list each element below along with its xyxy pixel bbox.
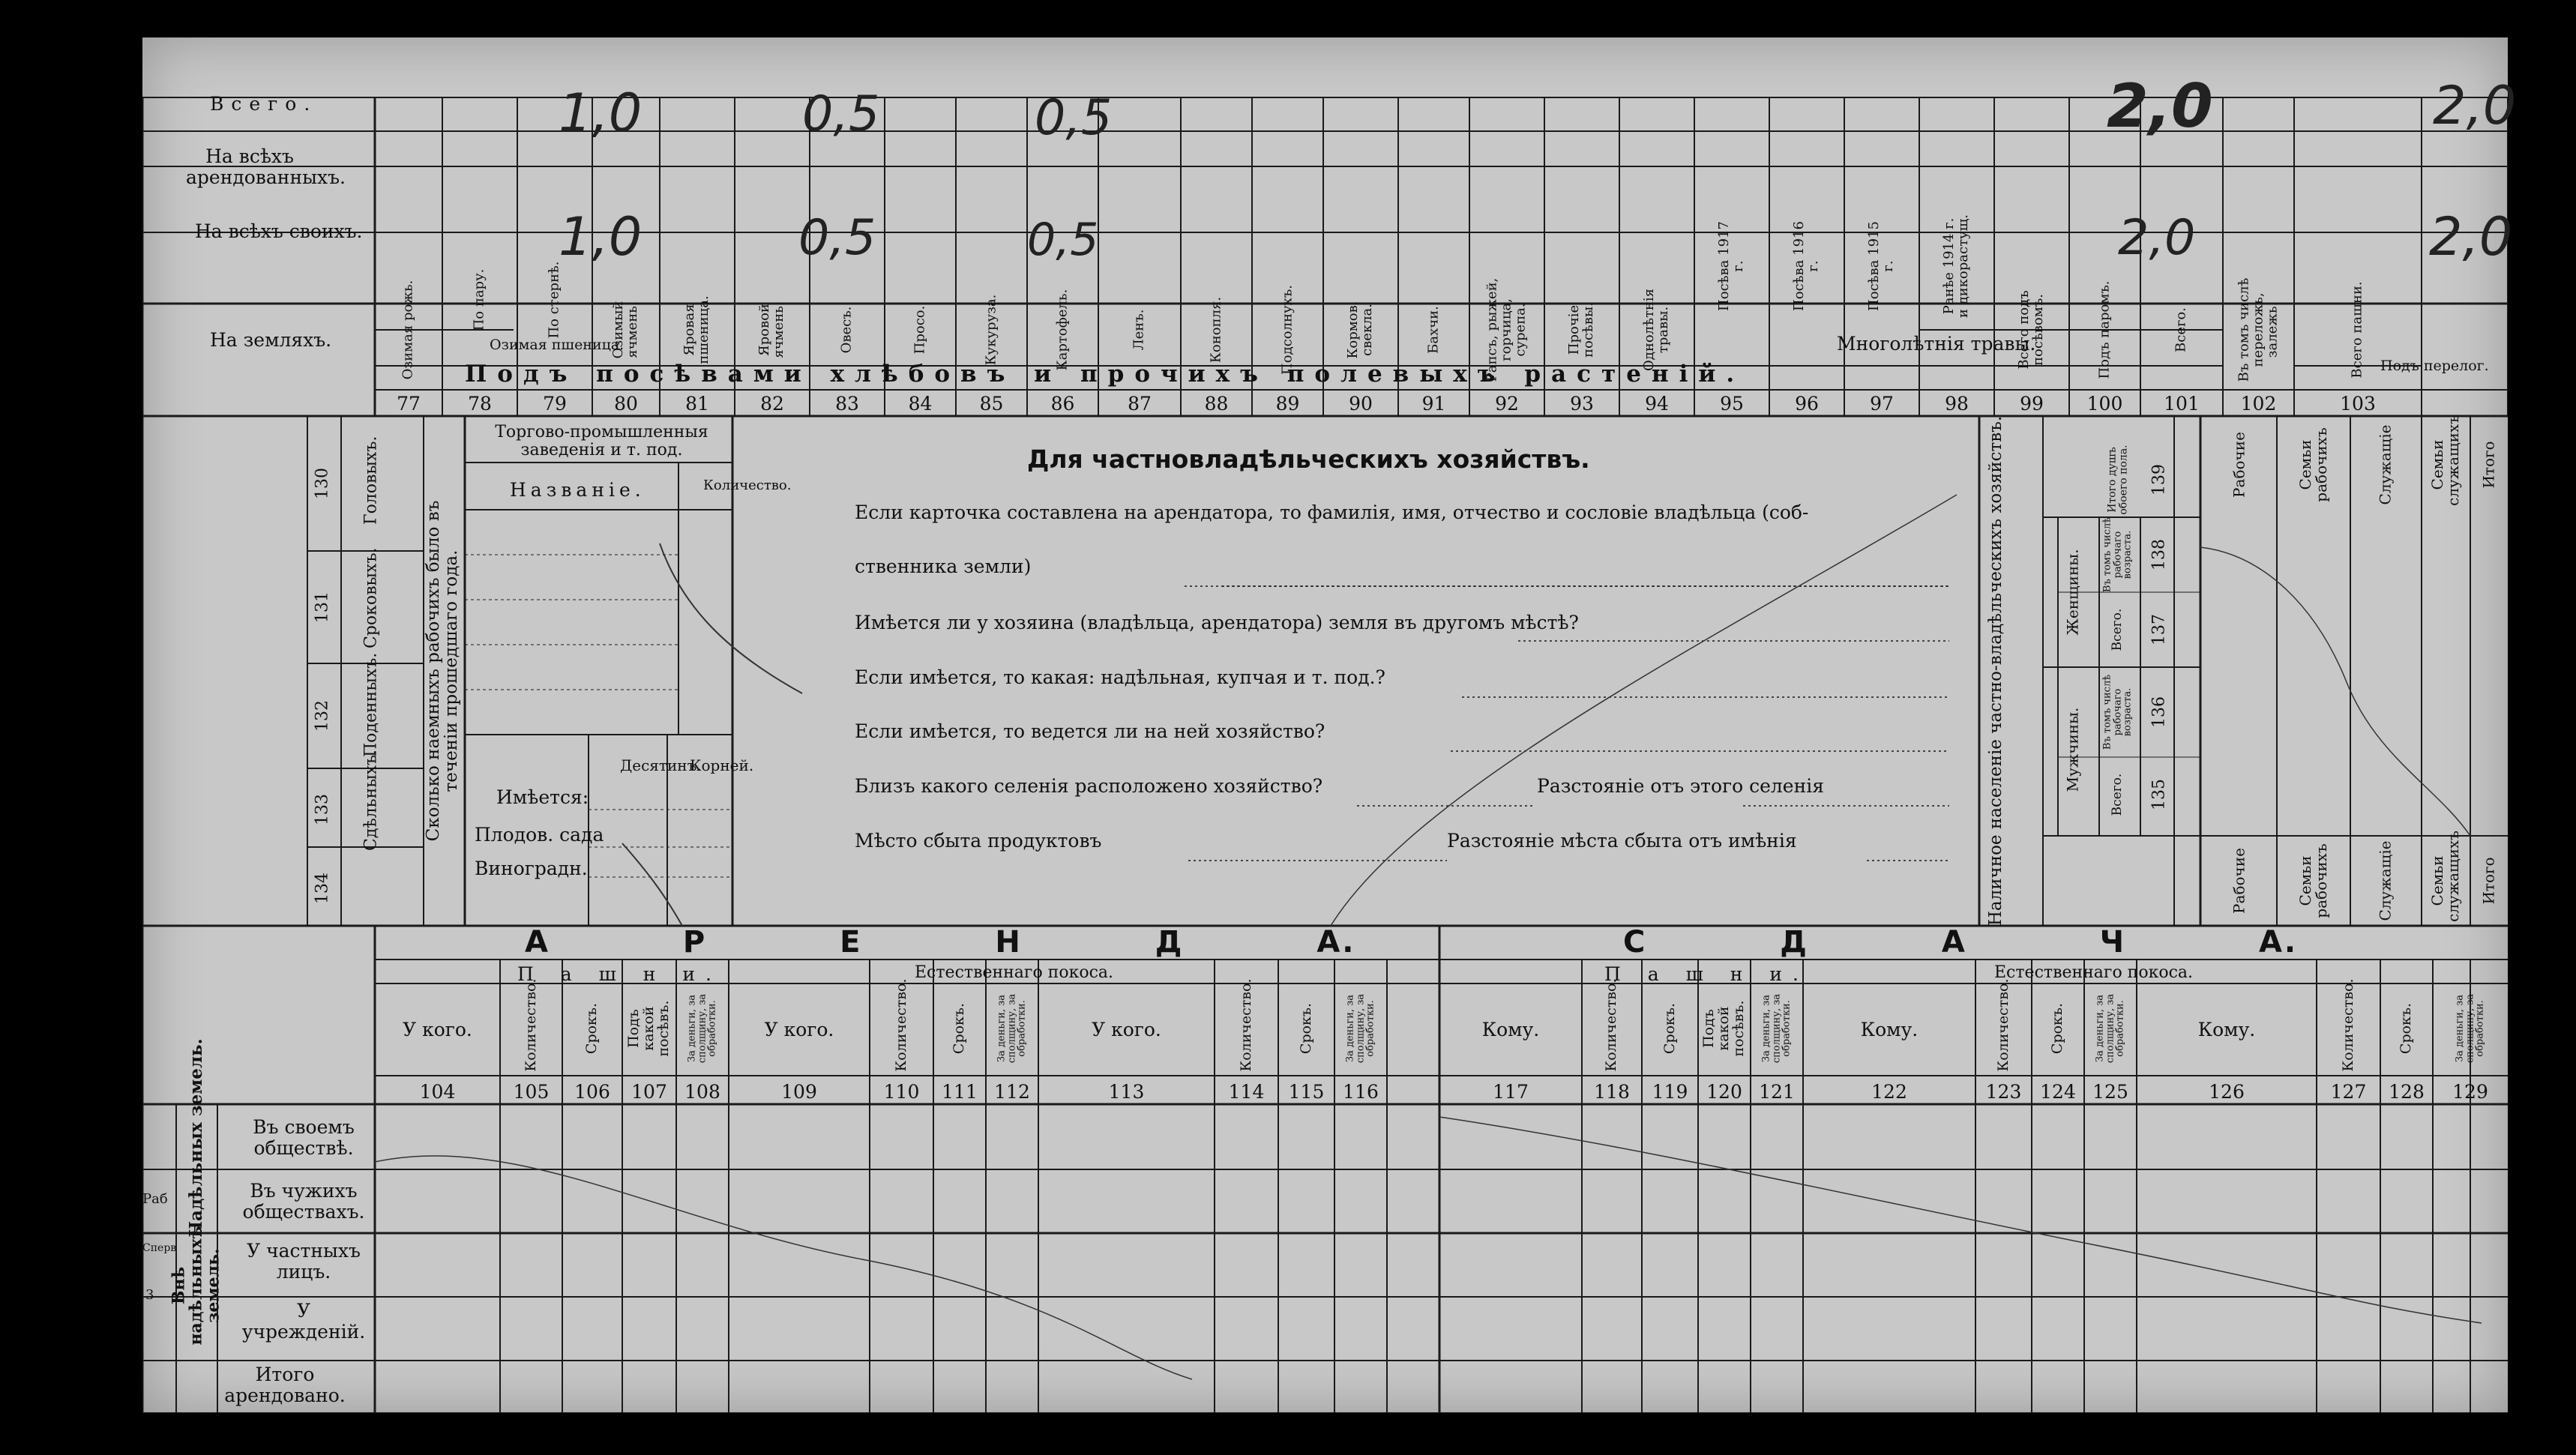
col-header-s: Срокъ. [2398, 1002, 2415, 1055]
population-label: Наличное населеніе частно-владѣльческихъ хозяйствъ. [1985, 415, 2005, 927]
edge-fragment-1: Раб [142, 1191, 168, 1207]
col-label: Яровая пшеница. [681, 295, 711, 364]
col-header-s: Срокъ. [583, 1002, 601, 1055]
col-number: 92 [1495, 393, 1519, 415]
col-number: 101 [2164, 393, 2200, 415]
population-number: 137 [2149, 614, 2169, 645]
bottom-col-number: 128 [2389, 1081, 2425, 1103]
col-number: 79 [543, 393, 567, 415]
livestock-number: 130 [313, 468, 332, 499]
col-header-u: У кого. [403, 1019, 472, 1040]
col-header-k: Количество. [1603, 978, 1620, 1072]
col-header-z: За деньги, за сполщину, за обработки. [1344, 993, 1376, 1064]
right-label-top: Семьи рабочихъ [2296, 427, 2330, 502]
row-total-rented: Итого арендовано. [224, 1364, 346, 1406]
bottom-col-number: 116 [1343, 1081, 1379, 1103]
col-label: Въ томъ числѣ переложь, залежь. [2236, 277, 2280, 382]
row-other-societies: Въ чужихъ обществахъ. [242, 1180, 365, 1223]
row-label-on-lands: На земляхъ. [210, 329, 332, 351]
bottom-col-number: 125 [2092, 1081, 2128, 1103]
right-label-top: Служащіе [2376, 424, 2395, 505]
arenda-pokos: Естественнаго покоса. [915, 963, 1114, 982]
col-number: 77 [397, 393, 421, 415]
right-label-top: Итого [2479, 441, 2498, 489]
col-header-k: Количество. [1237, 978, 1254, 1072]
col-header-z: За деньги, за сполщину, за обработки. [1760, 993, 1793, 1064]
private-q1b: ственника земли) [855, 555, 1032, 577]
pencil-mark-bottom-right [1439, 1117, 2482, 1323]
col-label: Прочіе посѣвы. [1566, 302, 1596, 358]
col-number: 94 [1645, 393, 1669, 415]
private-q6-distance: Разстояніе мѣста сбыта отъ имѣнія [1447, 830, 1797, 852]
col-header-s: Срокъ. [1297, 1002, 1314, 1055]
col-label: Однолѣтнія травы. [1641, 288, 1671, 372]
row-private-persons: У частныхъ лицъ. [247, 1240, 361, 1283]
has-label: Имѣется: [496, 786, 589, 808]
group-fallow: Подъ перелог. [2380, 358, 2489, 374]
row-label-own: На всѣхъ своихъ. [195, 220, 363, 242]
pencil-mark-bottom-left [375, 1156, 1192, 1379]
bottom-col-number: 111 [942, 1081, 978, 1103]
bottom-col-number: 126 [2209, 1081, 2245, 1103]
bottom-col-number: 117 [1493, 1081, 1529, 1103]
population-number: 136 [2149, 696, 2169, 728]
row-label-rented: На всѣхъ арендованныхъ. [186, 145, 346, 188]
col-header-m: Кому. [1860, 1019, 1919, 1040]
col-number: 91 [1421, 393, 1446, 415]
bottom-col-number: 123 [1985, 1081, 2022, 1103]
hw-c103-own: 2,0 [2429, 206, 2513, 268]
bottom-col-number: 109 [781, 1081, 817, 1103]
col-label: Бахчи. [1425, 306, 1442, 354]
col-label: Ленъ. [1131, 309, 1147, 351]
col-number: 83 [835, 393, 859, 415]
livestock-number: 133 [313, 794, 332, 825]
col-number: 87 [1128, 393, 1152, 415]
col-number: 78 [468, 393, 492, 415]
col-header-k: Количество. [1994, 978, 2011, 1072]
col-label: Подсолнухъ. [1279, 285, 1295, 375]
right-label-bottom: Рабочие [2230, 848, 2248, 914]
pencil-mark-orchard [622, 843, 682, 926]
bottom-col-number: 114 [1228, 1081, 1265, 1103]
private-q3: Если имѣется, то какая: надѣльная, купчая и т. под.? [855, 666, 1385, 688]
col-number: 93 [1570, 393, 1594, 415]
col-label: Яровой ячмень. [756, 301, 786, 358]
pencil-mark-trade [660, 543, 802, 693]
men-total-label: Всего. [2110, 773, 2125, 816]
livestock-label: Сдѣльныхъ. [361, 749, 381, 851]
hw-c79-total: 1,0 [559, 82, 643, 144]
col-number: 90 [1349, 393, 1373, 415]
row-institutions: У учрежденій. [241, 1300, 366, 1343]
bottom-col-number: 108 [684, 1081, 720, 1103]
col-number: 103 [2340, 393, 2376, 415]
bottom-col-number: 105 [513, 1081, 550, 1103]
bottom-col-number: 118 [1594, 1081, 1630, 1103]
hw-c85-total: 0,5 [1035, 90, 1113, 146]
col-header-s: Срокъ. [1661, 1002, 1678, 1055]
col-label: По пару. [471, 268, 487, 331]
sdacha-title: С Д А Ч А. [1623, 925, 2299, 960]
livestock-number: 134 [313, 873, 332, 904]
edge-fragment-2: Сперв [142, 1242, 177, 1254]
col-header-z: За деньги, за сполщину, за обработки. [2454, 993, 2486, 1064]
col-header-p: Подъ какой посѣвъ. [1700, 1000, 1747, 1057]
private-title: Для частновладѣльческихъ хозяйствъ. [1027, 445, 1590, 474]
col-label: Овесъ. [838, 306, 855, 354]
trade-name-header: Названіе. [510, 479, 645, 501]
col-label: Посѣва 1915 г. [1866, 221, 1896, 311]
population-number: 135 [2149, 779, 2169, 810]
roots-header: Корней. [690, 756, 754, 774]
livestock-label: Поденныхъ. [361, 652, 381, 757]
col-label: Всего подъ посѣвомъ. [2016, 290, 2046, 370]
desyatin-header: Десятинъ. [620, 756, 702, 774]
col-number: 85 [979, 393, 1004, 415]
col-label: Озимая рожь. [400, 280, 416, 380]
col-label: Просо. [912, 305, 928, 355]
col-header-z: За деньги, за сполщину, за обработки. [2094, 993, 2126, 1064]
hw-c99-own: 2,0 [2118, 210, 2196, 266]
col-label: Всего пашни. [2349, 281, 2365, 379]
right-label-top: Семьи служащихъ [2428, 415, 2462, 506]
private-q1a: Если карточка составлена на арендатора, то фамилія, имя, отчество и сословіе владѣльца (соб- [855, 501, 1809, 523]
men-label: Мужчины. [2063, 707, 2082, 792]
bottom-col-number: 113 [1108, 1081, 1145, 1103]
livestock-number: 131 [313, 591, 332, 623]
col-header-z: За деньги, за сполщину, за обработки. [996, 993, 1028, 1064]
row-own-society: Въ своемъ обществѣ. [253, 1116, 355, 1159]
col-label: По стернѣ. [546, 261, 562, 339]
orchards-label: Плодов. сада [475, 824, 604, 846]
col-label: Кормов. свекла. [1345, 301, 1375, 359]
col-header-z: За деньги, за сполщину, за обработки. [686, 993, 718, 1064]
bottom-col-number: 119 [1652, 1081, 1688, 1103]
livestock-label: Головыхъ. [361, 436, 381, 525]
private-q4: Если имѣется, то ведется ли на ней хозяйство? [855, 720, 1325, 742]
col-header-s: Срокъ. [951, 1002, 968, 1055]
right-label-top: Рабочие [2230, 432, 2248, 498]
col-number: 84 [908, 393, 933, 415]
women-total-label: Всего. [2110, 608, 2125, 651]
men-working-age: Въ томъ числѣ рабочаго возраста. [2101, 674, 2134, 750]
col-number: 88 [1204, 393, 1229, 415]
livestock-label: Сроковыхъ. [361, 547, 381, 648]
col-label: Посѣва 1917 г. [1716, 221, 1746, 311]
col-header-u: У кого. [1092, 1019, 1161, 1040]
hw-c85-own: 0,5 [1027, 214, 1099, 266]
right-label-bottom: Семьи рабочихъ [2296, 843, 2330, 918]
col-number: 96 [1795, 393, 1819, 415]
bottom-col-number: 106 [574, 1081, 610, 1103]
arenda-title: А Р Е Н Д А. [525, 925, 1356, 960]
hired-workers-label: Сколько наемныхъ рабочихъ было въ теченіи прошедшаго года. [423, 500, 461, 842]
col-number: 100 [2086, 393, 2123, 415]
hw-c103-total: 2,0 [2433, 75, 2517, 136]
private-q2: Имѣется ли у хозяина (владѣльца, арендатора) земля въ другомъ мѣстѣ? [855, 612, 1579, 633]
trade-qty-header: Количество. [703, 478, 792, 493]
bottom-col-number: 129 [2452, 1081, 2488, 1103]
edge-fragment-3: 3 [145, 1287, 154, 1303]
col-number: 95 [1720, 393, 1744, 415]
col-label: Озимый ячмень. [610, 301, 640, 359]
private-q6: Мѣсто сбыта продуктовъ [855, 830, 1102, 852]
hw-c99-total: 2,0 [2107, 71, 2213, 141]
census-card [142, 37, 2517, 1413]
vineyards-label: Виноградн. [475, 858, 588, 879]
col-number: 89 [1275, 393, 1300, 415]
private-q5: Близъ какого селенія расположено хозяйство? [855, 775, 1323, 797]
col-header-u: У кого. [764, 1019, 834, 1040]
col-label: Кукуруза. [983, 294, 999, 366]
pencil-mark-right [2200, 547, 2470, 836]
trade-title: Торгово-промышленныя заведенія и т. под. [495, 423, 708, 460]
arenda-pashni: П а ш н и. [517, 963, 723, 985]
women-label: Женщины. [2063, 549, 2082, 636]
bottom-col-number: 107 [631, 1081, 667, 1103]
col-header-k: Количество. [2339, 978, 2356, 1072]
bottom-col-number: 110 [883, 1081, 920, 1103]
sdacha-pashni: П а ш н и. [1604, 963, 1810, 985]
col-header-m: Кому. [1481, 1019, 1540, 1040]
livestock-number: 132 [313, 700, 332, 732]
hw-c82-own: 0,5 [798, 210, 876, 266]
bottom-col-number: 127 [2330, 1081, 2367, 1103]
right-label-bottom: Служащіе [2376, 840, 2395, 921]
private-q5-distance: Разстояніе отъ этого селенія [1537, 775, 1825, 797]
col-number: 98 [1945, 393, 1969, 415]
bottom-col-number: 112 [994, 1081, 1030, 1103]
col-number: 99 [2020, 393, 2044, 415]
crops-band: Подъ посѣвами хлѣбовъ и прочихъ полевыхъ растеній. [465, 361, 1745, 388]
col-label: Посѣва 1916 г. [1791, 221, 1821, 311]
bottom-col-number: 120 [1706, 1081, 1742, 1103]
group-winter-wheat: Озимая пшеница. [490, 337, 625, 353]
col-header-k: Количество. [892, 978, 909, 1072]
bottom-col-number: 121 [1759, 1081, 1795, 1103]
total-both-sexes: Итого душъ обоего пола. [2106, 445, 2129, 515]
col-number: 102 [2240, 393, 2277, 415]
population-number: 138 [2149, 539, 2169, 570]
col-label: Всего. [2173, 307, 2189, 352]
bottom-col-number: 115 [1288, 1081, 1325, 1103]
col-number: 82 [760, 393, 784, 415]
nadel-group: Надѣльных земель. [185, 1038, 206, 1238]
hw-c79-own: 1,0 [559, 206, 643, 268]
bottom-col-number: 122 [1871, 1081, 1907, 1103]
non-nadel-group: Внѣ надѣльныхъ земель. [169, 1226, 223, 1346]
hw-c82-total: 0,5 [802, 86, 880, 142]
group-perennial-grasses: Многолѣтнія травы. [1837, 333, 2036, 355]
col-label: Рапсъ, рыжей, горчица, сурепа. [1484, 277, 1529, 382]
bottom-col-number: 124 [2040, 1081, 2076, 1103]
col-label: Картофель. [1054, 289, 1071, 371]
sdacha-pokos: Естественнаго покоса. [1994, 963, 2194, 982]
col-header-p: Подъ какой посѣвъ. [625, 1000, 672, 1057]
col-header-k: Количество. [522, 978, 539, 1072]
col-header-m: Кому. [2197, 1019, 2256, 1040]
right-label-bottom: Итого [2479, 857, 2498, 905]
col-label: Ранѣе 1914 г. и дикорастущ. [1941, 214, 1971, 319]
women-working-age: Въ томъ числѣ рабочаго возраста. [2101, 516, 2134, 593]
col-number: 81 [685, 393, 709, 415]
col-number: 80 [614, 393, 638, 415]
col-label: Конопля. [1208, 296, 1224, 364]
row-label-total: Всего. [210, 93, 318, 115]
col-label: Подъ паромъ. [2096, 280, 2113, 379]
col-number: 86 [1050, 393, 1075, 415]
bottom-col-number: 104 [419, 1081, 456, 1103]
col-number: 97 [1870, 393, 1894, 415]
population-number: 139 [2149, 464, 2169, 495]
right-label-bottom: Семьи служащихъ [2428, 831, 2462, 922]
col-header-s: Срокъ. [2049, 1002, 2066, 1055]
